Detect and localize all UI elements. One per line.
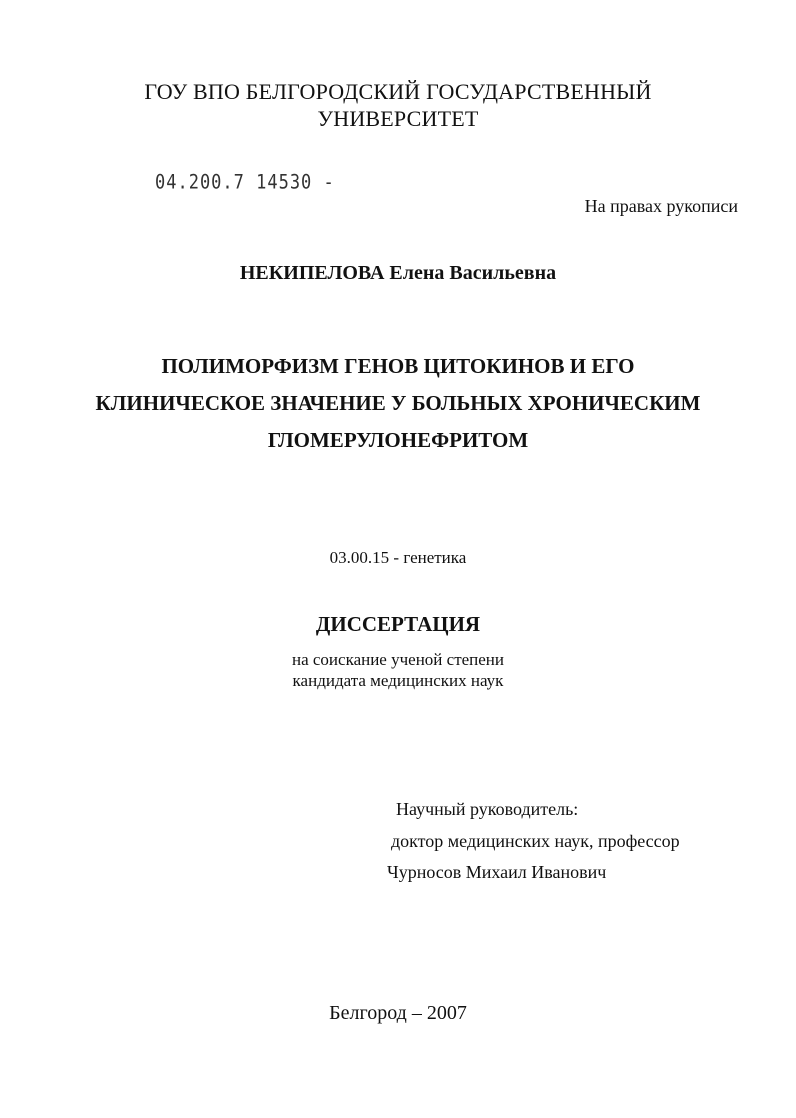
supervisor-title: доктор медицинских наук, профессор xyxy=(391,831,680,851)
specialty-code: 03.00.15 - генетика xyxy=(329,548,467,567)
supervisor-name: Чурносов Михаил Иванович xyxy=(387,862,607,882)
degree-line-1: на соискание ученой степени xyxy=(291,650,505,669)
institution-line-2: УНИВЕРСИТЕТ xyxy=(317,106,479,131)
degree-line-2: кандидата медицинских наук xyxy=(292,671,504,690)
title-line-3: ГЛОМЕРУЛОНЕФРИТОМ xyxy=(267,428,529,452)
document-type: ДИССЕРТАЦИЯ xyxy=(315,612,481,636)
supervisor-label: Научный руководитель: xyxy=(396,799,579,819)
manuscript-note: На правах рукописи xyxy=(584,196,738,216)
author-name: НЕКИПЕЛОВА Елена Васильевна xyxy=(239,262,557,284)
place-and-year: Белгород – 2007 xyxy=(329,1002,467,1024)
institution-line-1: ГОУ ВПО БЕЛГОРОДСКИЙ ГОСУДАРСТВЕННЫЙ xyxy=(144,79,652,104)
title-line-2: КЛИНИЧЕСКОЕ ЗНАЧЕНИЕ У БОЛЬНЫХ ХРОНИЧЕСКИМ xyxy=(95,391,701,415)
title-line-1: ПОЛИМОРФИЗМ ГЕНОВ ЦИТОКИНОВ И ЕГО xyxy=(161,354,635,378)
degree-description xyxy=(0,649,796,691)
institution-name xyxy=(0,78,796,132)
dissertation-title xyxy=(0,348,796,459)
registration-stamp: 04.200.7 14530 - xyxy=(155,171,335,194)
